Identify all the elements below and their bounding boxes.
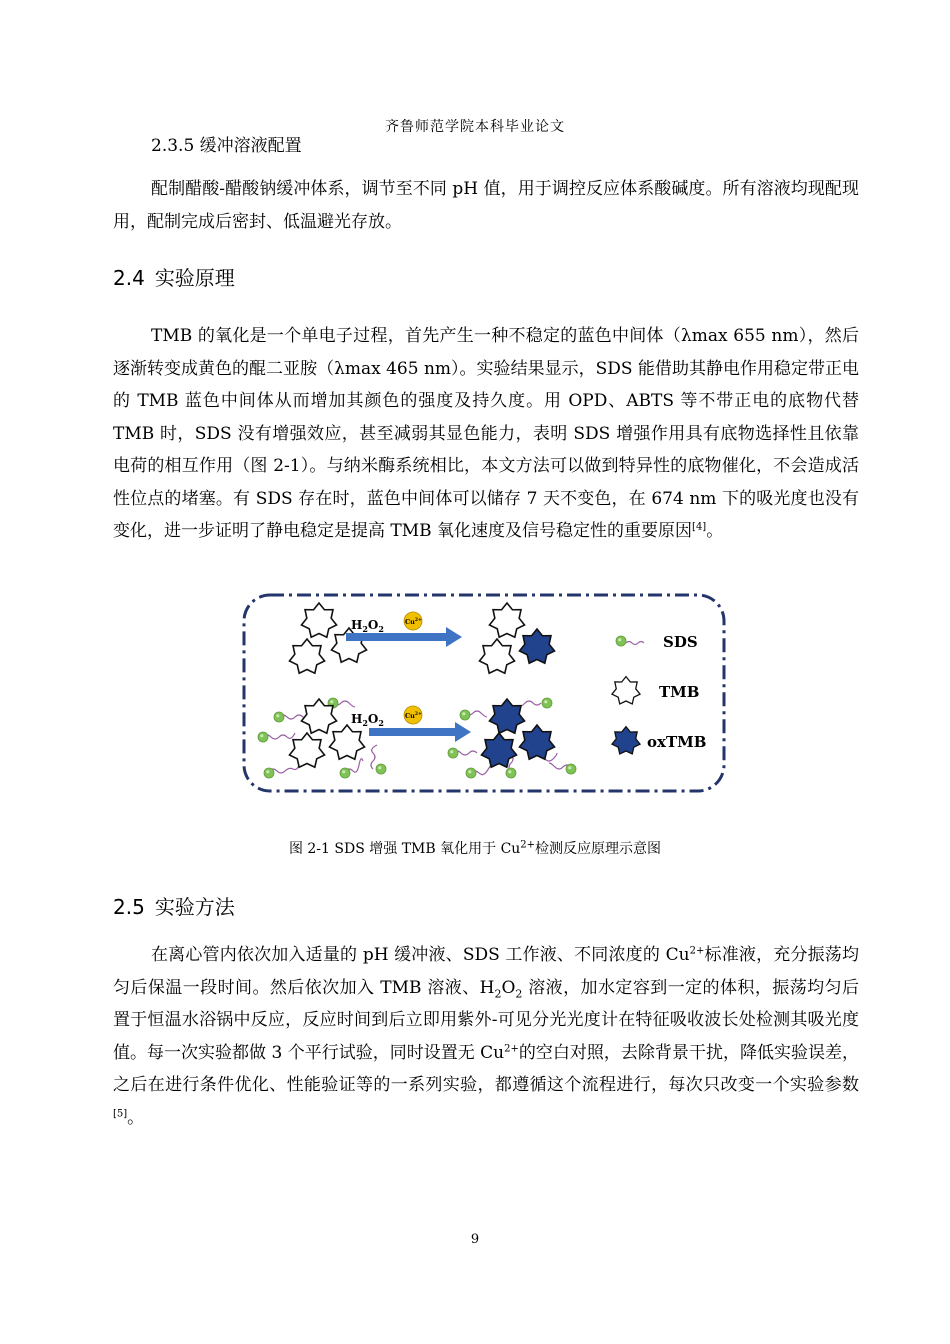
paragraph-principle [113,320,859,548]
method-text-1: 在离心管内依次加入适量的 pH 缓冲液、SDS 工作液、不同浓度的 Cu [151,945,690,965]
method-sub-1: 2 [494,986,502,1000]
principle-text: TMB 的氧化是一个单电子过程，首先产生一种不稳定的蓝色中间体（λmax 655 nm），然后逐渐转变成黄色的醌二亚胺（λmax 465 nm）。实验结果显示，SDS 能借助其静电作用稳定带正电的 TMB 蓝色中间体从而增加其颜色的强度及持久度。用 OPD、ABTS 等不带正电的底物代替 TMB 时，SDS 没有增强效应，甚至减弱其显色能力，表明 SDS 增强作用具有底物选择性且依靠电荷的相互作用（图 2-1）。与纳米酶系统相比，本文方法可以做到特异性的底物催化，不会造成活性位点的堵塞。有 SDS 存在时，蓝色中间体可以储存 7 天不变色，在 674 nm 下的吸光度也没有变化，进一步证明了静电稳定是提高 TMB 氧化速度及信号稳定性的重要原因 [113,326,859,541]
cu-ion-icon [404,612,422,630]
h2o2-label: $H_2O_2$ [351,618,384,634]
section-title-2-4 [113,264,235,292]
section-heading: 实验方法 [154,895,235,919]
method-sub-2: 2 [515,986,523,1000]
subsection-title-2-3-5: 2.3.5 缓冲溶液配置 [151,136,302,156]
caption-prefix: 图 2-1 SDS 增强 TMB 氧化用于 Cu [288,841,521,857]
citation-5: [5] [113,1107,128,1119]
method-text-5: 的空白对照，去除背景干扰，降低实验误差，之后在进行条件优化、性能验证等的一系列实验，都遵循这个流程进行，每次只改变一个实验参数 [113,1042,859,1095]
cu-ion-icon [404,706,422,724]
method-end: 。 [127,1107,145,1128]
caption-sup: 2+ [520,839,536,851]
figure-sds-tmb-schematic [241,591,727,797]
reaction-arrow [369,722,471,742]
citation-4: [4] [692,521,707,533]
svg-text:TMB: TMB [659,683,700,701]
legend-oxtmb [612,727,706,754]
method-text-2: 标准液，充分振荡均匀后保温一段时间。然后依次加入 TMB 溶液、H [113,945,859,998]
method-sup-1: 2+ [689,945,705,957]
principle-end: 。 [706,521,724,541]
svg-text:Cu2+: $Cu^{2+}$ [405,712,422,720]
method-text-3: O [501,977,516,998]
svg-text:oxTMB: oxTMB [647,733,707,751]
legend-tmb [612,677,699,704]
legend [612,633,706,754]
tmb-star [289,699,364,767]
section-number: 2.5 [113,895,145,919]
caption-suffix: 检测反应原理示意图 [535,841,662,857]
paragraph-buffer-prep: 配制醋酸-醋酸钠缓冲体系，调节至不同 pH 值，用于调控反应体系酸碱度。所有溶液均现配现用，配制完成后密封、低温避光存放。 [113,179,859,232]
section-number: 2.4 [113,266,145,290]
oxtmb-star [519,629,554,663]
section-title-2-5 [113,893,235,921]
oxtmb-star [481,699,554,767]
paragraph-method [113,939,859,1134]
tmb-star [479,603,524,673]
method-sup-2: 2+ [504,1042,519,1054]
method-text-4: 溶液，加水定容到一定的体积，振荡均匀后置于恒温水浴锅中反应，反应时间到后立即用紫外-可见分光光度计在特征吸收波长处检测其吸光度值。每一次实验都做 3 个平行试验，同时设置无 Cu [113,977,860,1063]
svg-text:SDS: SDS [663,633,698,651]
section-heading: 实验原理 [154,266,235,290]
page-header: 齐鲁师范学院本科毕业论文 [385,119,565,135]
figure-caption [0,838,950,858]
legend-sds [616,633,698,651]
svg-text:Cu2+: $Cu^{2+}$ [405,618,422,626]
page-number: 9 [470,1232,480,1247]
h2o2-label: $H_2O_2$ [351,712,384,728]
